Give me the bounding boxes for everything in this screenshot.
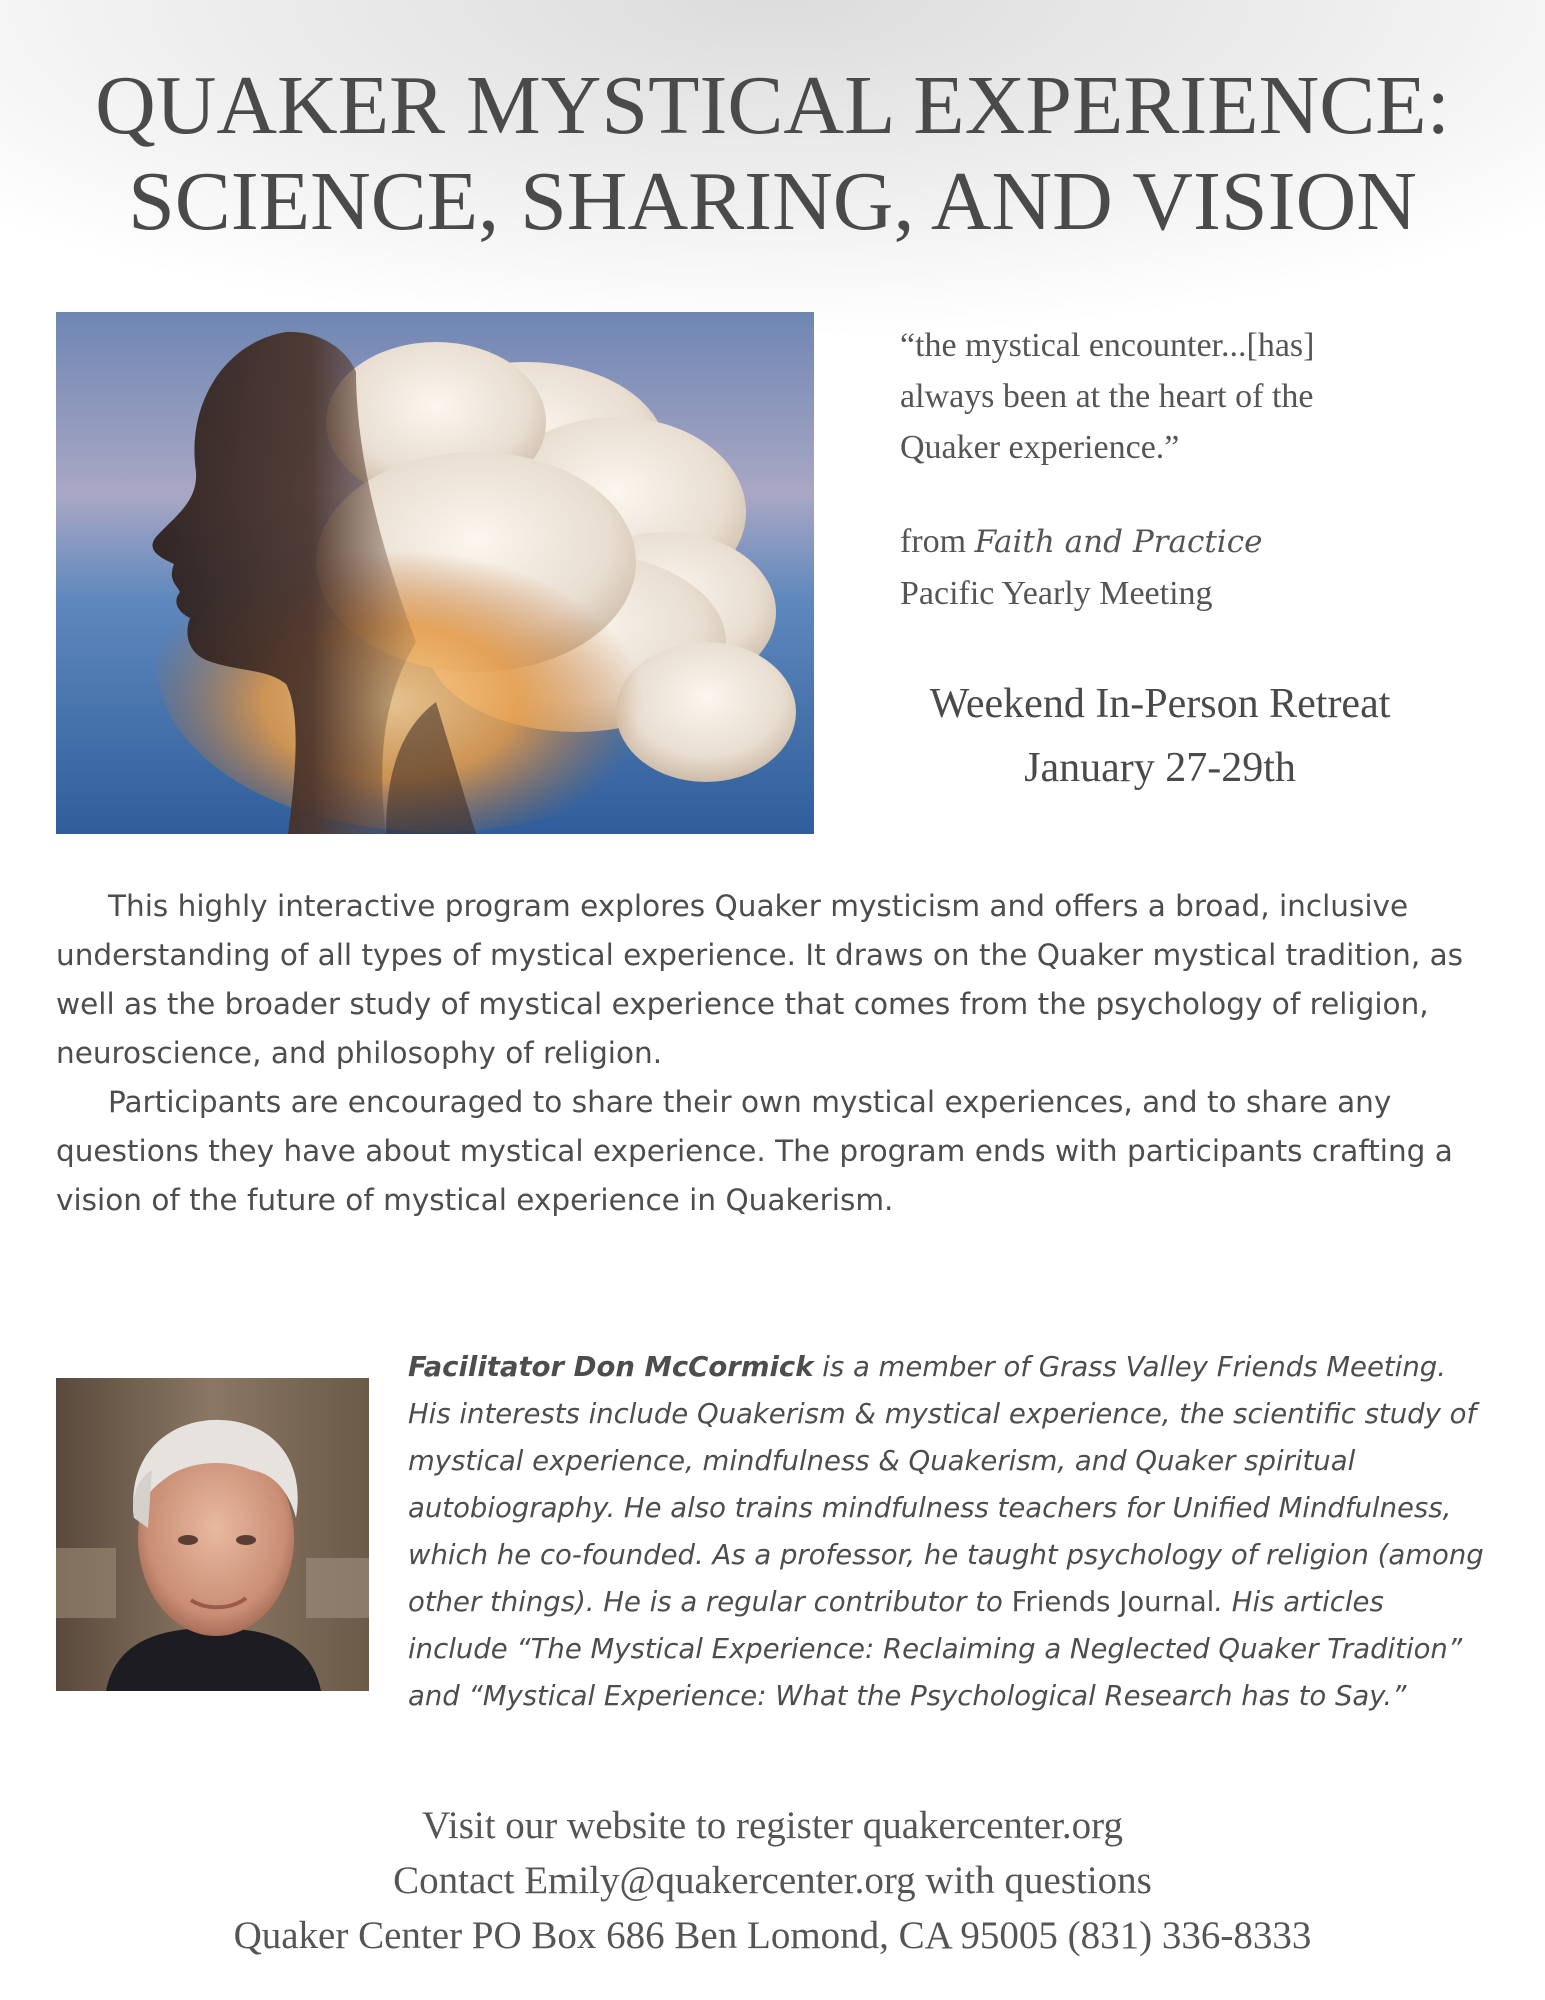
facilitator-bio-part-1: is a member of Grass Valley Friends Meeting. His interests include Quakerism & mystical experience, the scientific study of mystical experience, mindfulness & Quakerism, and Quaker spiritual autobiography. He also trains mindfulness teachers for Unified Mindfulness, which he co-founded. As a professor, he taught psychology of religion (among other things). He is a regular contributor to xyxy=(408,1351,1484,1618)
footer-contact: Contact Emily@quakercenter.org with questions xyxy=(393,1859,1152,1902)
quote-source xyxy=(900,516,1500,568)
quote-org: Pacific Yearly Meeting xyxy=(900,575,1213,612)
facilitator-photo xyxy=(56,1378,369,1691)
journal-name: Friends Journal xyxy=(1011,1586,1215,1618)
footer-website: Visit our website to register quakercenter.org xyxy=(422,1804,1123,1847)
quote-line-3: Quaker experience.” xyxy=(900,429,1180,466)
quote-book-title: Faith and Practice xyxy=(974,524,1263,560)
facilitator-bio-part-2: . His articles include “The Mystical Experience: Reclaiming a Neglected Quaker Tradition” and “Mystical Experience: What the Psychological Research has to Say.” xyxy=(408,1586,1463,1712)
retreat-info xyxy=(860,672,1460,800)
title-line-2: SCIENCE, SHARING, AND VISION xyxy=(128,155,1417,248)
retreat-dates: January 27-29th xyxy=(1024,745,1296,791)
page-title xyxy=(0,58,1545,250)
quote-line-1: “the mystical encounter...[has] xyxy=(900,327,1315,364)
retreat-type: Weekend In-Person Retreat xyxy=(929,681,1391,727)
description-paragraph-2: Participants are encouraged to share their own mystical experiences, and to share any questions they have about mystical experience. The program ends with participants crafting a vision of the future of mystical experience in Quakerism. xyxy=(56,1085,1453,1217)
facilitator-portrait xyxy=(56,1378,369,1691)
footer xyxy=(0,1798,1545,1963)
quote-from: from xyxy=(900,523,967,560)
facilitator-name: Facilitator Don McCormick xyxy=(408,1351,814,1383)
hero-image xyxy=(56,312,814,834)
description xyxy=(56,882,1476,1225)
profile-cloud-illustration xyxy=(56,312,814,834)
title-line-1: QUAKER MYSTICAL EXPERIENCE: xyxy=(95,59,1450,152)
facilitator-bio xyxy=(408,1344,1488,1720)
description-paragraph-1: This highly interactive program explores Quaker mysticism and offers a broad, inclusive understanding of all types of mystical experience. It draws on the Quaker mystical tradition, as well as the broader study of mystical experience that comes from the psychology of religion, neuroscience, and philosophy of religion. xyxy=(56,889,1464,1070)
footer-address: Quaker Center PO Box 686 Ben Lomond, CA 95005 (831) 336-8333 xyxy=(233,1914,1312,1957)
quote-block xyxy=(900,320,1500,619)
quote-line-2: always been at the heart of the xyxy=(900,378,1314,415)
